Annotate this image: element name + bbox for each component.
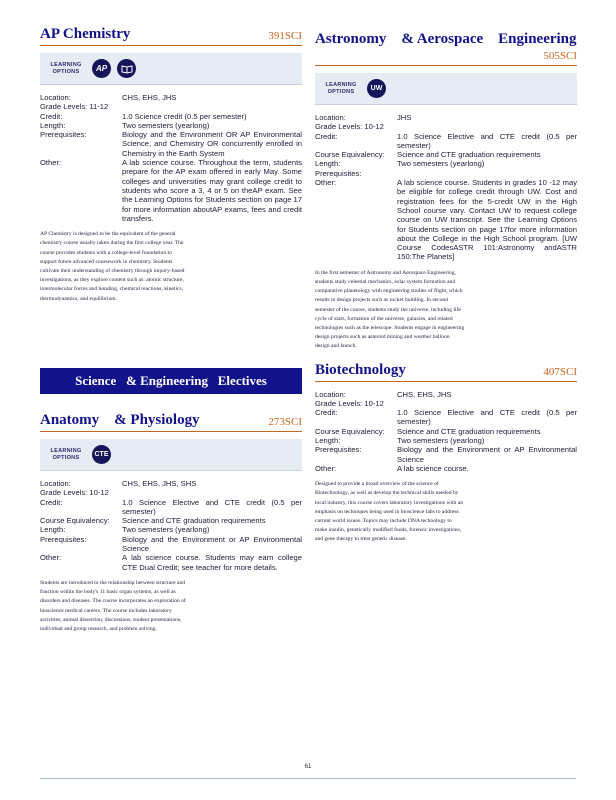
course-details: Location: CHS, EHS, JHS, SHS Grade Levels: 10-12 Credit: 1.0 Science Elective and CTE credit (0.5 per semester) Course Equivalency: Science and CTE graduation requirements Length: Two semesters (yearlong) Prerequisites: Biology and the Environment or AP Environmental Science Other: A lab science course. Students may earn college CTE Dual Credit; see teacher for more details. [40,479,302,572]
left-column [40,26,302,309]
course-description: Designed to provide a broad overview of the science of Biotechnology, as well as develop the technical skills needed by local industry, this course covers laboratory investigations with an emphasis on techniques being used in bioscience labs to address current world issues. Topics may include DNA technology to make insulin, genetically modified foods, forensic investigations, and gene therapy to treat genetic disease. [315,481,463,543]
course-description: In the first semester of Astronomy and Aerospace Engineering, students study celestial mechanics, solar system formation and comparative planetology with engineering studies of flight, which results in design projects such as rocket building. In second semester of the course, students study the universe, including life cycle of stars, formation of the universe, galaxies, and related technologies such as the telescope. Students engage in engineering design projects such as asteroid mining and weather balloon design and launch. [315,269,465,350]
learning-options-label: LEARNING OPTIONS [50,447,82,461]
footer-divider [40,778,576,779]
ap-icon: AP [92,59,111,78]
course-title: Astronomy & Aerospace Engineering [315,31,577,47]
course-code: 505SCI [543,50,577,62]
course-code: 273SCI [268,416,302,428]
left-column-lower [40,412,302,640]
course-header [40,412,302,432]
learning-options-box [315,73,577,105]
course-details: Location: CHS, EHS, JHS Grade Levels: 10-12 Credit: 1.0 Science Elective and CTE credit (0.5 per semester) Course Equivalency: Science and CTE graduation requirements Length: Two semesters (yearlong) Prerequisites: Biology and the Environment or AP Environmental Science Other: A lab science course. [315,389,577,473]
cte-icon: CTE [92,445,111,464]
course-title: Biotechnology [315,361,406,378]
course-description: AP Chemistry is designed to be the equivalent of the general chemistry course usually taken during the first college year. The course provides students with a college-level foundation to support future advanced coursework in chemistry. Students cultivate their understanding of chemistry through inquiry-based investigations, as they explore content such as: atomic structure, intermolecular forces and bonding, chemical reactions, kinetics, thermodynamics, and equilibrium. [40,231,185,302]
page-number: 61 [304,764,312,770]
course-title: Anatomy & Physiology [40,412,200,428]
learning-options-box [40,439,302,471]
course-header [40,26,302,46]
right-column [315,31,577,550]
course-ap-chemistry [40,26,302,304]
course-title: AP Chemistry [40,26,131,42]
course-biotechnology [315,362,577,545]
uw-icon: UW [367,79,386,98]
course-header [315,48,577,66]
learning-options-label: LEARNING OPTIONS [50,61,82,75]
learning-options-label: LEARNING OPTIONS [325,81,357,95]
course-details: Location: JHS Grade Levels: 10-12 Credit: 1.0 Science Elective and CTE credit (0.5 per semester) Course Equivalency: Science and CTE graduation requirements Length: Two semesters (yearlong) Prerequisites: Other: A lab science course. Students in grades 10 -12 may be eligible for college credit through UW. Cost and registration fees for the 5-credit UW in the High School course vary. Contact UW to request college course on UW transcript. See the Learning Options for Students section on page 17for more information about the College in the High School program. [UW Course CodesASTR 101:Astronomy andASTR 150:The Planets] [315,113,577,262]
course-astronomy-aerospace [315,31,577,352]
course-code: 407SCI [543,365,577,378]
course-code: 391SCI [268,30,302,42]
course-details: Location: CHS, EHS, JHS Grade Levels: 11-12 Credit: 1.0 Science credit (0.5 per semester) Length: Two semesters (yearlong) Prerequisites: Biology and the Environment OR AP Environmental Science, and Chemistry OR concurrently enrolled in Chemistry in the Earth System Other: A lab science course. Throughout the term, students prepare for the AP exam offered in early May. Some colleges and universities may grant college credit to students who score a 3, 4 or 5 on theAP exam. See the Learning Options for Students section on page 17 for more information aboutAP exams, fees and credit transfers. [40,93,302,223]
book-icon [117,59,136,78]
course-description: Students are introduced to the relationship between structure and function within the body's 11 basic organ systems, as well as disorders and diseases. The course incorporates an exploration of bioscience medical careers. The course includes laboratory activities, animal dissection, discussions, student presentations, individual and group research, and problem solving. [40,579,186,632]
section-banner: Science & Engineering Electives [40,368,302,394]
learning-options-box [40,53,302,85]
course-anatomy-physiology [40,412,302,634]
course-header [315,362,577,382]
